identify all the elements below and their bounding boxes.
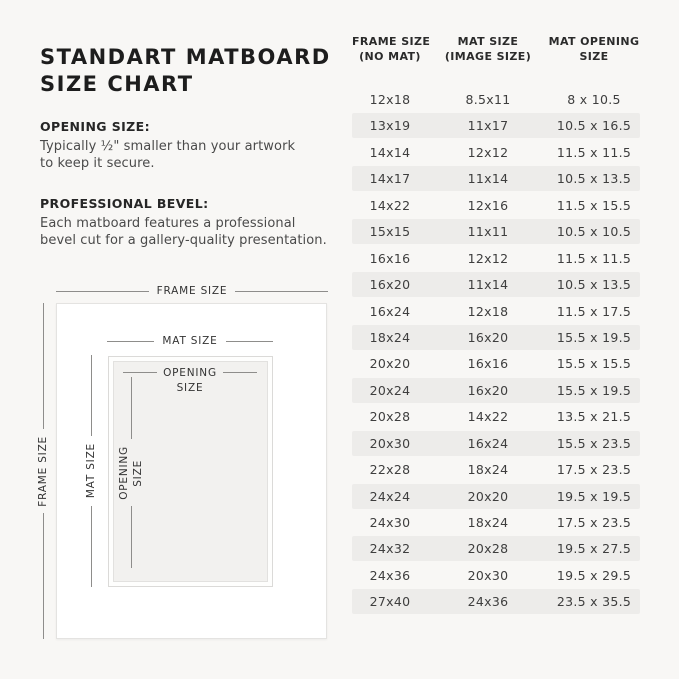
opening-size-cell: 10.5 x 16.5 [556,118,632,134]
mat-size-cell: 18x24 [467,462,509,478]
opening-size-section [40,119,295,172]
label-line [131,377,132,439]
opening-size-cell: 15.5 x 15.5 [556,356,632,372]
opening-size-vertical-line-1: OPENING [118,445,130,500]
mat-size-label-text-vertical: MAT SIZE [85,443,97,499]
mat-size-cell: 11x14 [467,277,509,293]
professional-bevel-description-line-1: Each matboard features a professional [40,216,296,231]
opening-size-cell: 19.5 x 19.5 [556,488,632,504]
opening-size-cell: 10.5 x 10.5 [556,224,632,240]
frame-size-cell: 18x24 [369,329,411,345]
opening-size-cell: 10.5 x 13.5 [556,171,632,187]
label-line [56,291,149,292]
frame-size-cell: 13x19 [369,118,411,134]
frame-size-cell: 16x24 [369,303,411,319]
mat-size-top-label [107,334,273,349]
opening-size-cell: 11.5 x 11.5 [556,250,632,266]
frame-size-cell: 20x30 [369,435,411,451]
opening-size-label-text [163,366,217,396]
opening-size-cell: 11.5 x 15.5 [556,197,632,213]
label-line [43,513,44,639]
professional-bevel-description-line-2: bevel cut for a gallery-quality presentation. [40,232,327,248]
column-header-mat-size [428,34,548,64]
opening-size-heading: OPENING SIZE: [40,119,150,134]
mat-size-cell: 16x16 [467,356,509,372]
professional-bevel-description [40,216,327,249]
mat-size-cell: 12x12 [467,250,509,266]
title-line-1: STANDART MATBOARD [40,45,331,70]
label-line [123,372,157,373]
column-header-frame-size [352,34,431,64]
table-row [352,404,640,429]
frame-size-cell: 24x24 [369,488,411,504]
table-row [352,113,640,138]
table-row [352,431,640,456]
label-line [91,506,92,587]
opening-size-label-text-vertical [117,446,145,500]
frame-size-cell: 14x17 [369,171,411,187]
title-line-2: SIZE CHART [40,72,194,97]
opening-size-cell: 10.5 x 13.5 [556,277,632,293]
table-row [352,325,640,350]
mat-size-cell: 11x14 [467,171,509,187]
frame-size-cell: 15x15 [369,224,411,240]
mat-size-cell: 16x24 [467,435,509,451]
mat-size-cell: 12x16 [467,197,509,213]
frame-size-cell: 12x18 [369,92,411,107]
opening-size-cell: 19.5 x 29.5 [556,567,632,583]
opening-size-cell: 13.5 x 21.5 [556,409,632,425]
opening-size-description-line-2: to keep it secure. [40,155,155,171]
mat-size-cell: 20x20 [467,488,509,504]
opening-size-cell: 15.5 x 19.5 [556,329,632,345]
opening-size-cell: 19.5 x 27.5 [556,541,632,557]
mat-size-cell: 24x36 [467,594,509,610]
frame-size-cell: 20x20 [369,356,411,372]
column-header-line: FRAME SIZE [352,35,431,48]
table-row [352,299,640,324]
table-row [352,484,640,509]
professional-bevel-heading: PROFESSIONAL BEVEL: [40,196,209,211]
opening-size-cell: 15.5 x 23.5 [556,435,632,451]
mat-size-label-text: MAT SIZE [162,335,218,347]
column-header-line: (NO MAT) [359,50,421,63]
label-line [235,291,328,292]
page-title [40,44,331,98]
opening-size-cell: 17.5 x 23.5 [556,515,632,530]
frame-size-cell: 24x30 [369,515,411,530]
frame-size-cell: 27x40 [369,594,411,610]
mat-size-cell: 11x11 [467,224,509,240]
label-line [107,341,154,342]
mat-size-cell: 20x28 [467,541,509,557]
label-line [43,303,44,429]
opening-size-description-line-1: Typically ½" smaller than your artwork [40,139,296,154]
label-line [131,506,132,568]
frame-size-cell: 16x20 [369,277,411,293]
opening-size-cell: 23.5 x 35.5 [556,594,632,610]
frame-size-cell: 20x28 [369,409,411,425]
mat-size-cell: 16x20 [467,382,509,398]
frame-size-cell: 14x22 [369,197,411,213]
frame-size-top-label [56,284,328,299]
size-table-header [352,34,640,64]
opening-size-description [40,139,295,172]
frame-size-cell: 20x24 [369,382,411,398]
mat-size-cell: 8.5x11 [465,92,511,107]
table-row [352,246,640,271]
column-header-line: MAT SIZE [457,35,519,48]
opening-size-vertical-line-2: SIZE [132,459,144,486]
table-row [352,140,640,165]
table-row [352,457,640,482]
frame-size-label-text-vertical: FRAME SIZE [37,435,49,507]
frame-size-cell: 24x36 [369,567,411,583]
table-row [352,351,640,376]
table-row [352,378,640,403]
mat-size-cell: 20x30 [467,567,509,583]
column-header-line: SIZE [579,50,609,63]
opening-size-cell: 11.5 x 17.5 [556,303,632,319]
table-row [352,193,640,218]
mat-size-cell: 12x18 [467,303,509,319]
table-row [352,536,640,561]
opening-size-label-line-1: OPENING [163,367,217,379]
mat-size-cell: 12x12 [467,144,509,160]
opening-size-label-line-2: SIZE [176,382,204,394]
size-table-body [352,87,640,616]
mat-size-cell: 18x24 [467,515,509,530]
column-header-line: MAT OPENING [548,35,640,48]
opening-size-side-label [118,377,144,568]
label-line [223,372,257,373]
label-line [226,341,273,342]
opening-size-cell: 15.5 x 19.5 [556,382,632,398]
table-row [352,166,640,191]
opening-size-cell: 8 x 10.5 [567,92,621,107]
opening-size-cell: 11.5 x 11.5 [556,144,632,160]
mat-size-cell: 14x22 [467,409,509,425]
frame-size-label-text: FRAME SIZE [156,285,228,297]
table-row [352,272,640,297]
frame-size-cell: 14x14 [369,144,411,160]
table-row [352,589,640,614]
table-row [352,563,640,588]
frame-size-cell: 22x28 [369,462,411,478]
table-row [352,219,640,244]
mat-size-side-label [84,355,98,587]
opening-size-cell: 17.5 x 23.5 [556,462,632,478]
table-row [352,510,640,535]
column-header-line: (IMAGE SIZE) [444,50,532,63]
mat-size-cell: 16x20 [467,329,509,345]
frame-size-cell: 24x32 [369,541,411,557]
label-line [91,355,92,436]
mat-size-cell: 11x17 [467,118,509,134]
frame-size-cell: 16x16 [369,250,411,266]
column-header-mat-opening-size [548,34,640,64]
frame-size-side-label [36,303,50,639]
table-row [352,87,640,112]
professional-bevel-section [40,196,327,249]
